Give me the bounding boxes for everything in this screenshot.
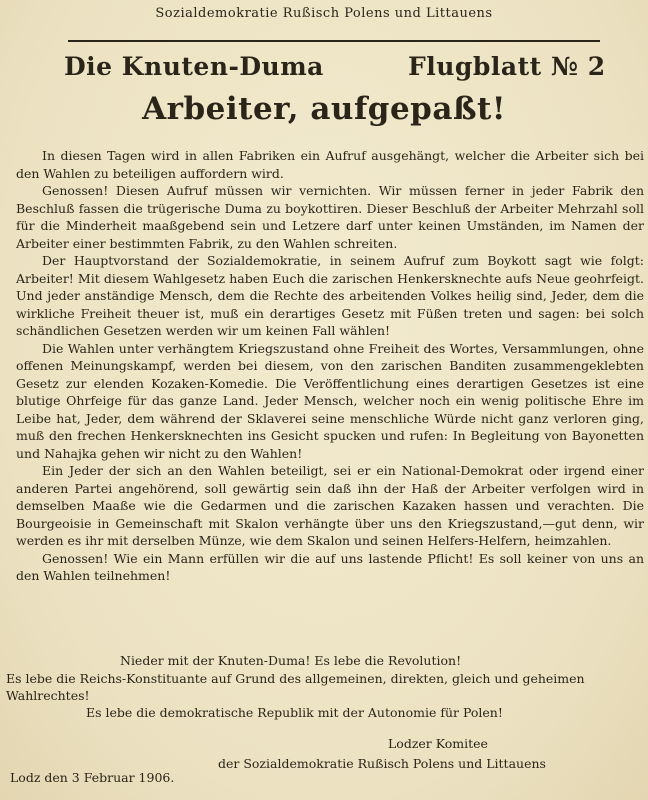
paragraph: Genossen! Diesen Aufruf müssen wir vernichten. Wir müssen ferner in jeder Fabrik den Beschluß fassen die trügerische Duma zu boykottiren. Dieser Beschluß der Arbeiter Mehrzahl soll für die Minderheit maaßgebend sein und Letzere darf unter keinen Umständen, im Namen der Arbeiter einer bestimmten Fabrik, zu den Wahlen schreiten.	[16, 183, 644, 251]
leaflet-number: Flugblatt № 2	[408, 52, 606, 81]
place-date: Lodz den 3 Februar 1906.	[10, 770, 175, 785]
slogan: Es lebe die demokratische Republik mit der Autonomie für Polen!	[86, 705, 503, 720]
signature-org: der Sozialdemokratie Rußisch Polens und Littauens	[218, 756, 546, 771]
headline: Arbeiter, aufgepaßt!	[142, 91, 506, 127]
signature-committee: Lodzer Komitee	[388, 736, 488, 751]
publisher-header: Sozialdemokratie Rußisch Polens und Littauens	[155, 6, 493, 21]
body-text	[16, 147, 644, 585]
header-rule	[68, 40, 600, 42]
paragraph: In diesen Tagen wird in allen Fabriken ein Aufruf ausgehängt, welcher die Arbeiter sich bei den Wahlen zu beteiligen auffordern wird.	[16, 148, 644, 181]
leaflet-title: Die Knuten-Duma	[64, 52, 324, 81]
paragraph: Genossen! Wie ein Mann erfüllen wir die auf uns lastende Pflicht! Es soll keiner von uns an den Wahlen teilnehmen!	[16, 550, 644, 583]
slogan: Nieder mit der Knuten-Duma! Es lebe die Revolution!	[120, 653, 462, 668]
paragraph: Die Wahlen unter verhängtem Kriegszustand ohne Freiheit des Wortes, Versammlungen, ohne offenen Meinungskampf, werden bei diesem, von den zarischen Banditen zusammengeklebten Gesetz zur elenden Kozaken-Komedie. Die Veröffentlichung eines derartigen Gesetzes ist eine blutige Ohrfeige für das ganze Land. Jeder Mensch, welcher noch ein wenig politische Ehre im Leibe hat, Jeder, dem während der Sklaverei seine menschliche Würde nicht ganz verloren ging, muß den frechen Henkersknechten ins Gesicht spucken und rufen: In Begleitung von Bayonetten und Nahajka gehen wir nicht zu den Wahlen!	[16, 340, 644, 461]
paragraph: Der Hauptvorstand der Sozialdemokratie, in seinem Aufruf zum Boykott sagt wie folgt: Arbeiter! Mit diesem Wahlgesetz haben Euch die zarischen Henkersknechte aufs Neue geohrfeigt. Und jeder anständige Mensch, dem die Rechte des arbeitenden Volkes heilig sind, Jeder, dem die wirkliche Freiheit theuer ist, muß ein derartiges Gesetz mit Füßen treten und sagen: bei solch schändlichen Gesetzen werden wir um keinen Fall wählen!	[16, 253, 644, 338]
slogan: Es lebe die Reichs-Konstituante auf Grund des allgemeinen, direkten, gleich und geheimen Wahlrechtes!	[6, 671, 585, 703]
paragraph: Ein Jeder der sich an den Wahlen beteiligt, sei er ein National-Demokrat oder irgend einer anderen Partei angehörend, soll gewärtig sein daß ihn der Haß der Arbeiter verfolgen wird in demselben Maaße wie die Gedarmen und die zarischen Kazaken hassen und verachten. Die Bourgeoisie in Gemeinschaft mit Skalon verhängte über uns den Kriegszustand,—gut denn, wir werden es ihr mit derselben Münze, wie dem Skalon und seinen Helfers-Helfern, heimzahlen.	[16, 463, 644, 548]
